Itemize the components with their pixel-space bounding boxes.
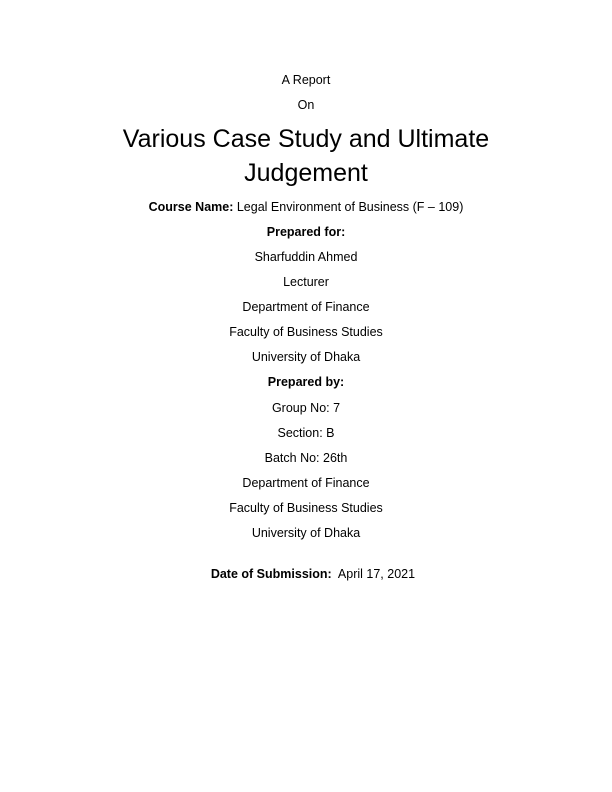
batch-number: Batch No: 26th	[264, 451, 348, 465]
submission-date-value: April 17, 2021	[331, 567, 416, 581]
course-name-line	[0, 199, 612, 215]
course-name-value: Legal Environment of Business (F – 109)	[233, 200, 464, 214]
recipient-name: Sharfuddin Ahmed	[254, 250, 358, 264]
author-department: Department of Finance	[242, 476, 370, 490]
recipient-designation: Lecturer	[283, 275, 329, 289]
group-number: Group No: 7	[271, 401, 341, 415]
report-title-line-2: Judgement	[244, 159, 368, 187]
submission-date-label: Date of Submission:	[210, 567, 332, 581]
section: Section: B	[277, 426, 335, 440]
recipient-faculty: Faculty of Business Studies	[229, 325, 383, 339]
submission-date-line	[0, 550, 612, 598]
report-title-line-1: Various Case Study and Ultimate	[122, 125, 490, 153]
author-faculty: Faculty of Business Studies	[229, 501, 383, 515]
report-label: A Report	[281, 73, 331, 87]
prepared-for-heading: Prepared for:	[266, 225, 346, 239]
prepared-by-heading: Prepared by:	[267, 375, 345, 389]
course-name-label: Course Name:	[148, 200, 234, 214]
on-label: On	[297, 98, 315, 112]
author-university: University of Dhaka	[251, 526, 361, 540]
recipient-university: University of Dhaka	[251, 350, 361, 364]
recipient-department: Department of Finance	[242, 300, 370, 314]
